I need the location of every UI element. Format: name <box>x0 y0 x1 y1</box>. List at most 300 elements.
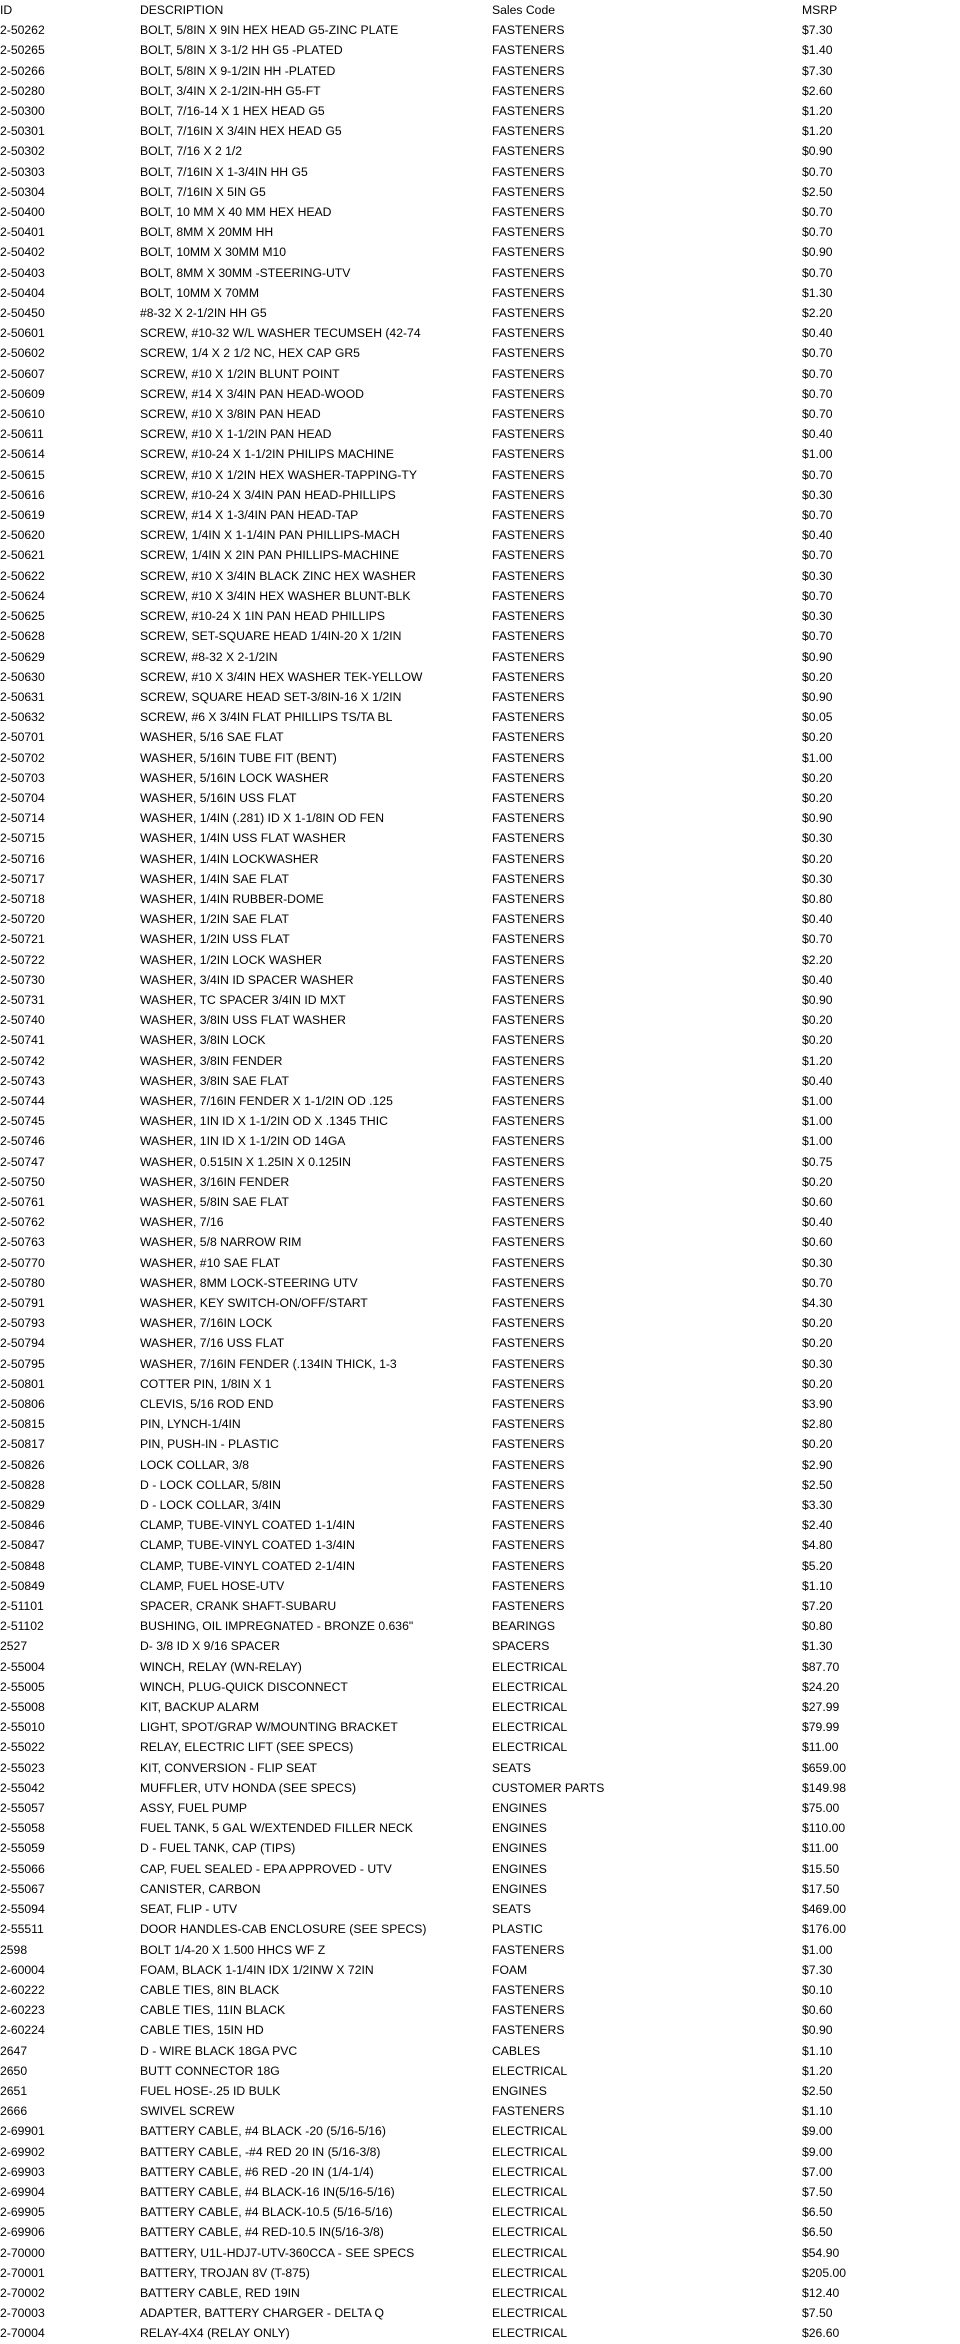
cell-id: 2-50793 <box>0 1316 45 1331</box>
table-row <box>0 1354 960 1374</box>
cell-sales-code: FASTENERS <box>492 1255 565 1270</box>
table-row <box>0 1899 960 1919</box>
cell-msrp: $0.70 <box>802 508 833 523</box>
cell-description: ASSY, FUEL PUMP <box>140 1801 248 1816</box>
table-row <box>0 424 960 444</box>
cell-sales-code: SPACERS <box>492 1639 550 1654</box>
cell-id: 2-50828 <box>0 1477 45 1492</box>
table-row <box>0 2263 960 2283</box>
cell-id: 2647 <box>0 2043 28 2058</box>
table-row <box>0 465 960 485</box>
cell-sales-code: FOAM <box>492 1962 528 1977</box>
cell-msrp: $54.90 <box>802 2245 840 2260</box>
cell-id: 2-50794 <box>0 1336 45 1351</box>
table-row <box>0 303 960 323</box>
cell-msrp: $659.00 <box>802 1760 847 1775</box>
cell-msrp: $1.00 <box>802 1114 833 1129</box>
cell-sales-code: FASTENERS <box>492 265 565 280</box>
table-row <box>0 323 960 343</box>
cell-msrp: $0.40 <box>802 427 833 442</box>
cell-description: RELAY, ELECTRIC LIFT (SEE SPECS) <box>140 1740 354 1755</box>
cell-description: BATTERY CABLE, #4 BLACK-10.5 (5/16-5/16) <box>140 2205 393 2220</box>
cell-sales-code: FASTENERS <box>492 669 565 684</box>
table-row <box>0 1515 960 1535</box>
cell-description: SCREW, 1/4 X 2 1/2 NC, HEX CAP GR5 <box>140 346 360 361</box>
cell-sales-code: FASTENERS <box>492 1296 565 1310</box>
cell-sales-code: PLASTIC <box>492 1922 543 1937</box>
cell-msrp: $7.00 <box>802 2164 833 2179</box>
cell-msrp: $24.20 <box>802 1679 840 1694</box>
cell-sales-code: ENGINES <box>492 2083 547 2098</box>
cell-description: WASHER, 7/16 USS FLAT <box>140 1336 285 1351</box>
table-row <box>0 2000 960 2020</box>
cell-description: BOLT, 7/16-14 X 1 HEX HEAD G5 <box>140 104 325 119</box>
cell-sales-code: FASTENERS <box>492 1558 565 1573</box>
table-row <box>0 1919 960 1939</box>
cell-id: 2-50619 <box>0 508 45 523</box>
table-row <box>0 1051 960 1071</box>
column-header-description: DESCRIPTION <box>140 3 224 17</box>
cell-id: 2-50280 <box>0 83 45 98</box>
table-row <box>0 1010 960 1030</box>
cell-description: BATTERY, U1L-HDJ7-UTV-360CCA - SEE SPECS <box>140 2245 415 2260</box>
cell-id: 2-55008 <box>0 1700 45 1715</box>
cell-sales-code: FASTENERS <box>492 1599 565 1614</box>
cell-msrp: $0.30 <box>802 1255 833 1270</box>
table-row <box>0 849 960 869</box>
cell-description: CLAMP, TUBE-VINYL COATED 2-1/4IN <box>140 1558 355 1573</box>
cell-msrp: $0.40 <box>802 912 833 927</box>
cell-msrp: $0.10 <box>802 1982 833 1997</box>
cell-id: 2-69902 <box>0 2144 45 2159</box>
cell-msrp: $0.20 <box>802 851 833 866</box>
cell-id: 2-55010 <box>0 1720 45 1735</box>
cell-msrp: $0.70 <box>802 386 833 401</box>
cell-description: BOLT, 7/16IN X 1-3/4IN HH G5 <box>140 164 308 179</box>
cell-id: 2-50621 <box>0 548 45 563</box>
cell-description: BATTERY, TROJAN 8V (T-875) <box>140 2265 310 2280</box>
cell-id: 2-50265 <box>0 43 45 58</box>
cell-description: BATTERY CABLE, RED 19IN <box>140 2285 300 2300</box>
cell-sales-code: FASTENERS <box>492 326 565 341</box>
cell-description: BOLT, 8MM X 20MM HH <box>140 225 274 240</box>
cell-id: 2-50611 <box>0 427 44 442</box>
cell-description: SCREW, SQUARE HEAD SET-3/8IN-16 X 1/2IN <box>140 689 402 704</box>
table-row <box>0 2121 960 2141</box>
cell-sales-code: FASTENERS <box>492 932 565 947</box>
cell-sales-code: FASTENERS <box>492 972 565 987</box>
cell-description: LIGHT, SPOT/GRAP W/MOUNTING BRACKET <box>140 1720 398 1735</box>
cell-description: SCREW, #10-32 W/L WASHER TECUMSEH (42-74 <box>140 326 421 341</box>
cell-msrp: $1.30 <box>802 1639 833 1654</box>
cell-msrp: $0.70 <box>802 1275 833 1290</box>
cell-msrp: $0.90 <box>802 2023 833 2038</box>
cell-msrp: $0.30 <box>802 871 833 886</box>
cell-msrp: $0.20 <box>802 1437 833 1452</box>
cell-description: BATTERY CABLE, -#4 RED 20 IN (5/16-3/8) <box>140 2144 381 2159</box>
table-row <box>0 1697 960 1717</box>
cell-id: 2-50746 <box>0 1134 45 1149</box>
table-row <box>0 202 960 222</box>
cell-sales-code: FASTENERS <box>492 184 565 199</box>
cell-description: D - LOCK COLLAR, 5/8IN <box>140 1477 281 1492</box>
cell-sales-code: FASTENERS <box>492 912 565 927</box>
cell-description: BOLT, 8MM X 30MM -STEERING-UTV <box>140 265 351 280</box>
cell-id: 2-50400 <box>0 205 45 220</box>
cell-msrp: $0.80 <box>802 1619 833 1634</box>
cell-id: 2598 <box>0 1942 28 1957</box>
cell-description: BOLT, 5/8IN X 3-1/2 HH G5 -PLATED <box>140 43 343 58</box>
cell-msrp: $1.10 <box>802 2043 833 2058</box>
cell-id: 2-50266 <box>0 63 45 78</box>
table-row <box>0 2041 960 2061</box>
cell-id: 2-50744 <box>0 1093 45 1108</box>
table-row <box>0 768 960 788</box>
cell-sales-code: ELECTRICAL <box>492 2144 568 2159</box>
cell-sales-code: FASTENERS <box>492 245 565 260</box>
cell-id: 2-51102 <box>0 1619 44 1634</box>
table-row <box>0 1293 960 1313</box>
cell-description: DOOR HANDLES-CAB ENCLOSURE (SEE SPECS) <box>140 1922 427 1937</box>
cell-msrp: $0.70 <box>802 164 833 179</box>
cell-id: 2-50846 <box>0 1518 45 1533</box>
cell-id: 2-50791 <box>0 1296 45 1310</box>
cell-msrp: $176.00 <box>802 1922 847 1937</box>
cell-description: D - LOCK COLLAR, 3/4IN <box>140 1498 281 1513</box>
cell-id: 2-50601 <box>0 326 45 341</box>
cell-sales-code: FASTENERS <box>492 629 565 644</box>
cell-description: SCREW, 1/4IN X 2IN PAN PHILLIPS-MACHINE <box>140 548 400 563</box>
cell-description: SPACER, CRANK SHAFT-SUBARU <box>140 1599 337 1614</box>
cell-msrp: $2.50 <box>802 184 833 199</box>
cell-id: 2-55057 <box>0 1801 45 1816</box>
cell-msrp: $7.30 <box>802 63 833 78</box>
cell-msrp: $7.30 <box>802 1962 833 1977</box>
cell-id: 2-50763 <box>0 1235 45 1250</box>
table-row <box>0 81 960 101</box>
cell-id: 2-50716 <box>0 851 45 866</box>
cell-id: 2-50718 <box>0 891 45 906</box>
table-row <box>0 2182 960 2202</box>
cell-id: 2650 <box>0 2063 28 2078</box>
cell-description: FUEL TANK, 5 GAL W/EXTENDED FILLER NECK <box>140 1821 413 1836</box>
cell-msrp: $11.00 <box>802 1740 839 1755</box>
table-row <box>0 667 960 687</box>
cell-description: WASHER, 1/4IN LOCKWASHER <box>140 851 319 866</box>
cell-id: 2-60004 <box>0 1962 45 1977</box>
table-row <box>0 2020 960 2040</box>
cell-description: COTTER PIN, 1/8IN X 1 <box>140 1376 272 1391</box>
cell-sales-code: FASTENERS <box>492 1194 565 1209</box>
cell-description: CLAMP, TUBE-VINYL COATED 1-1/4IN <box>140 1518 355 1533</box>
table-row <box>0 2222 960 2242</box>
cell-id: 2-50817 <box>0 1437 45 1452</box>
cell-id: 2-69906 <box>0 2225 45 2240</box>
cell-id: 2-50714 <box>0 811 45 826</box>
cell-id: 2-50300 <box>0 104 45 119</box>
cell-id: 2-60224 <box>0 2023 45 2038</box>
cell-msrp: $1.10 <box>802 2104 833 2119</box>
table-row <box>0 748 960 768</box>
cell-msrp: $0.70 <box>802 548 833 563</box>
table-row <box>0 2243 960 2263</box>
cell-sales-code: FASTENERS <box>492 306 565 321</box>
cell-description: WASHER, 3/8IN FENDER <box>140 1053 283 1068</box>
cell-id: 2-50780 <box>0 1275 45 1290</box>
cell-id: 2-50741 <box>0 1033 45 1048</box>
cell-id: 2-50401 <box>0 225 45 240</box>
cell-description: #8-32 X 2-1/2IN HH G5 <box>140 306 267 321</box>
cell-msrp: $0.05 <box>802 710 833 725</box>
table-row <box>0 525 960 545</box>
cell-id: 2-50602 <box>0 346 45 361</box>
table-row <box>0 2303 960 2323</box>
cell-msrp: $0.70 <box>802 205 833 220</box>
cell-sales-code: ELECTRICAL <box>492 2124 568 2139</box>
table-row <box>0 505 960 525</box>
table-row <box>0 384 960 404</box>
cell-msrp: $0.40 <box>802 528 833 543</box>
cell-sales-code: FASTENERS <box>492 730 565 745</box>
cell-sales-code: ELECTRICAL <box>492 2063 568 2078</box>
cell-id: 2-70004 <box>0 2326 45 2341</box>
cell-id: 2-50616 <box>0 487 45 502</box>
table-row <box>0 1434 960 1454</box>
cell-sales-code: FASTENERS <box>492 144 565 159</box>
cell-msrp: $1.20 <box>802 1053 833 1068</box>
cell-sales-code: FASTENERS <box>492 346 565 361</box>
table-row <box>0 1333 960 1353</box>
cell-description: MUFFLER, UTV HONDA (SEE SPECS) <box>140 1780 357 1795</box>
cell-id: 2-70003 <box>0 2306 45 2321</box>
column-header-id: ID <box>0 3 13 17</box>
cell-msrp: $17.50 <box>802 1881 840 1896</box>
table-row <box>0 1758 960 1778</box>
cell-msrp: $2.20 <box>802 306 833 321</box>
table-row <box>0 647 960 667</box>
table-row <box>0 1273 960 1293</box>
table-row <box>0 444 960 464</box>
cell-description: SCREW, #10 X 3/8IN PAN HEAD <box>140 407 321 422</box>
cell-description: RELAY-4X4 (RELAY ONLY) <box>140 2326 290 2341</box>
table-row <box>0 869 960 889</box>
cell-id: 2-50731 <box>0 992 45 1007</box>
cell-sales-code: FASTENERS <box>492 63 565 78</box>
cell-description: WASHER, 5/8IN SAE FLAT <box>140 1194 289 1209</box>
cell-id: 2-50404 <box>0 285 45 300</box>
cell-msrp: $2.50 <box>802 2083 833 2098</box>
cell-msrp: $0.90 <box>802 689 833 704</box>
cell-description: WASHER, 5/16IN LOCK WASHER <box>140 770 329 785</box>
cell-id: 2-50262 <box>0 23 45 38</box>
cell-description: WASHER, 5/16 SAE FLAT <box>140 730 284 745</box>
cell-description: WASHER, 1/2IN USS FLAT <box>140 932 290 947</box>
cell-id: 2-55022 <box>0 1740 45 1755</box>
table-row <box>0 101 960 121</box>
table-row <box>0 1475 960 1495</box>
cell-sales-code: FASTENERS <box>492 285 565 300</box>
cell-id: 2-50721 <box>0 932 45 947</box>
cell-id: 2-70001 <box>0 2265 45 2280</box>
cell-description: CLAMP, TUBE-VINYL COATED 1-3/4IN <box>140 1538 355 1553</box>
cell-description: SCREW, #14 X 1-3/4IN PAN HEAD-TAP <box>140 508 359 523</box>
cell-msrp: $0.40 <box>802 1215 833 1230</box>
cell-description: BUTT CONNECTOR 18G <box>140 2063 280 2078</box>
cell-id: 2-50631 <box>0 689 45 704</box>
cell-msrp: $0.90 <box>802 992 833 1007</box>
cell-sales-code: FASTENERS <box>492 1073 565 1088</box>
cell-id: 2-50630 <box>0 669 45 684</box>
table-row <box>0 566 960 586</box>
table-row <box>0 20 960 40</box>
cell-msrp: $149.98 <box>802 1780 847 1795</box>
table-row <box>0 404 960 424</box>
cell-id: 2-50622 <box>0 568 45 583</box>
table-row <box>0 485 960 505</box>
table-row <box>0 1030 960 1050</box>
cell-id: 2-50628 <box>0 629 45 644</box>
table-row <box>0 1980 960 2000</box>
cell-msrp: $0.40 <box>802 326 833 341</box>
cell-msrp: $1.20 <box>802 2063 833 2078</box>
cell-description: FOAM, BLACK 1-1/4IN IDX 1/2INW X 72IN <box>140 1962 374 1977</box>
cell-id: 2-70000 <box>0 2245 45 2260</box>
cell-sales-code: ELECTRICAL <box>492 2265 568 2280</box>
cell-sales-code: FASTENERS <box>492 811 565 826</box>
table-row <box>0 1131 960 1151</box>
cell-description: WASHER, 1/4IN RUBBER-DOME <box>140 891 324 906</box>
cell-id: 2-50703 <box>0 770 45 785</box>
cell-description: SCREW, #10 X 1/2IN BLUNT POINT <box>140 366 340 381</box>
cell-description: BATTERY CABLE, #6 RED -20 IN (1/4-1/4) <box>140 2164 374 2179</box>
cell-sales-code: FASTENERS <box>492 851 565 866</box>
table-row <box>0 808 960 828</box>
cell-sales-code: FASTENERS <box>492 689 565 704</box>
cell-sales-code: FASTENERS <box>492 1174 565 1189</box>
cell-msrp: $0.70 <box>802 265 833 280</box>
cell-sales-code: ENGINES <box>492 1861 547 1876</box>
cell-sales-code: FASTENERS <box>492 407 565 422</box>
cell-description: SCREW, #8-32 X 2-1/2IN <box>140 649 278 664</box>
cell-msrp: $0.20 <box>802 1174 833 1189</box>
cell-description: WASHER, 1IN ID X 1-1/2IN OD X .1345 THIC <box>140 1114 388 1129</box>
table-row <box>0 1091 960 1111</box>
cell-sales-code: FASTENERS <box>492 1093 565 1108</box>
table-row <box>0 1152 960 1172</box>
cell-msrp: $0.30 <box>802 568 833 583</box>
cell-msrp: $1.20 <box>802 124 833 139</box>
cell-description: WASHER, 7/16IN FENDER (.134IN THICK, 1-3 <box>140 1356 397 1371</box>
cell-msrp: $0.20 <box>802 770 833 785</box>
table-row <box>0 1071 960 1091</box>
cell-description: WASHER, 1/2IN SAE FLAT <box>140 912 289 927</box>
cell-msrp: $1.30 <box>802 285 833 300</box>
cell-msrp: $0.30 <box>802 1356 833 1371</box>
cell-sales-code: FASTENERS <box>492 447 565 462</box>
cell-description: BOLT, 5/8IN X 9IN HEX HEAD G5-ZINC PLATE <box>140 23 399 38</box>
cell-description: SCREW, #10 X 3/4IN BLACK ZINC HEX WASHER <box>140 568 416 583</box>
cell-sales-code: FASTENERS <box>492 43 565 58</box>
cell-msrp: $1.40 <box>802 43 833 58</box>
table-row <box>0 1455 960 1475</box>
cell-msrp: $0.20 <box>802 669 833 684</box>
cell-description: BOLT, 7/16IN X 5IN G5 <box>140 184 266 199</box>
cell-id: 2-50742 <box>0 1053 45 1068</box>
cell-id: 2-50795 <box>0 1356 45 1371</box>
cell-description: CLAMP, FUEL HOSE-UTV <box>140 1578 285 1593</box>
cell-description: SCREW, SET-SQUARE HEAD 1/4IN-20 X 1/2IN <box>140 629 402 644</box>
cell-sales-code: FASTENERS <box>492 508 565 523</box>
cell-description: WASHER, #10 SAE FLAT <box>140 1255 281 1270</box>
cell-sales-code: FASTENERS <box>492 104 565 119</box>
cell-id: 2-51101 <box>0 1599 44 1614</box>
cell-description: WASHER, 1/4IN USS FLAT WASHER <box>140 831 346 846</box>
cell-msrp: $0.20 <box>802 1013 833 1028</box>
cell-msrp: $0.70 <box>802 346 833 361</box>
cell-description: SCREW, 1/4IN X 1-1/4IN PAN PHILLIPS-MACH <box>140 528 400 543</box>
cell-sales-code: ENGINES <box>492 1881 547 1896</box>
cell-sales-code: FASTENERS <box>492 1316 565 1331</box>
table-row <box>0 162 960 182</box>
cell-id: 2-50847 <box>0 1538 45 1553</box>
cell-msrp: $75.00 <box>802 1801 840 1816</box>
cell-msrp: $0.90 <box>802 649 833 664</box>
cell-sales-code: FASTENERS <box>492 225 565 240</box>
table-row <box>0 586 960 606</box>
cell-sales-code: FASTENERS <box>492 1134 565 1149</box>
cell-sales-code: CABLES <box>492 2043 541 2058</box>
cell-msrp: $0.70 <box>802 467 833 482</box>
table-row <box>0 990 960 1010</box>
cell-sales-code: FASTENERS <box>492 1457 565 1472</box>
cell-sales-code: FASTENERS <box>492 1215 565 1230</box>
cell-id: 2-50747 <box>0 1154 45 1169</box>
cell-msrp: $0.80 <box>802 891 833 906</box>
cell-msrp: $9.00 <box>802 2124 833 2139</box>
cell-description: WASHER, 3/8IN USS FLAT WASHER <box>140 1013 346 1028</box>
cell-sales-code: ELECTRICAL <box>492 1659 568 1674</box>
cell-description: SWIVEL SCREW <box>140 2104 235 2119</box>
cell-sales-code: FASTENERS <box>492 1275 565 1290</box>
table-row <box>0 545 960 565</box>
table-row <box>0 929 960 949</box>
cell-sales-code: FASTENERS <box>492 1154 565 1169</box>
cell-id: 2-55094 <box>0 1902 45 1917</box>
cell-msrp: $12.40 <box>802 2285 840 2300</box>
table-row <box>0 1414 960 1434</box>
column-header-msrp: MSRP <box>802 3 838 17</box>
cell-sales-code: FASTENERS <box>492 124 565 139</box>
cell-msrp: $26.60 <box>802 2326 840 2341</box>
table-row <box>0 2323 960 2343</box>
cell-id: 2-50609 <box>0 386 45 401</box>
cell-description: WINCH, RELAY (WN-RELAY) <box>140 1659 302 1674</box>
cell-sales-code: FASTENERS <box>492 1376 565 1391</box>
table-row <box>0 1212 960 1232</box>
cell-sales-code: SEATS <box>492 1902 532 1917</box>
cell-sales-code: FASTENERS <box>492 1518 565 1533</box>
cell-msrp: $5.20 <box>802 1558 833 1573</box>
cell-description: SCREW, #10 X 3/4IN HEX WASHER TEK-YELLOW <box>140 669 423 684</box>
cell-id: 2-50848 <box>0 1558 45 1573</box>
cell-id: 2-50620 <box>0 528 45 543</box>
cell-description: KIT, BACKUP ALARM <box>140 1700 259 1715</box>
cell-msrp: $205.00 <box>802 2265 847 2280</box>
cell-id: 2-50743 <box>0 1073 45 1088</box>
cell-msrp: $0.20 <box>802 1033 833 1048</box>
cell-sales-code: FASTENERS <box>492 1013 565 1028</box>
table-row <box>0 626 960 646</box>
